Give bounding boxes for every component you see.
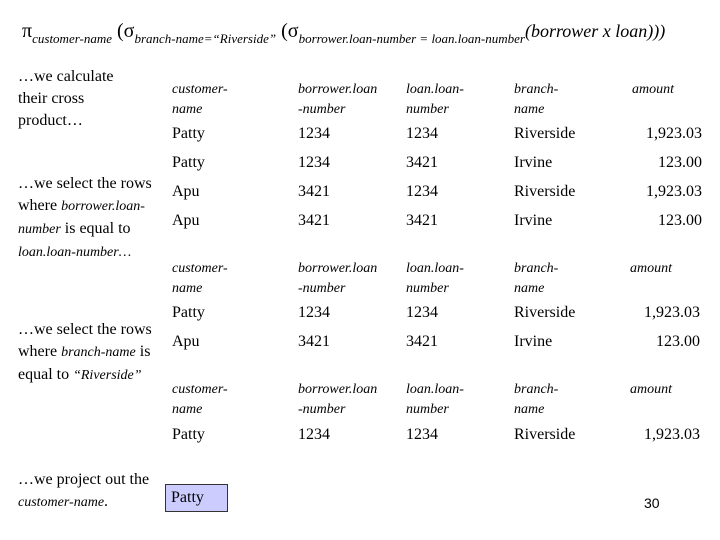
table-cell: 3421 <box>298 183 330 200</box>
table-cell: 1234 <box>406 426 438 443</box>
table-cell: 3421 <box>406 154 438 171</box>
note-line: …we calculate <box>18 68 114 85</box>
sigma-outer-subscript: branch-name=“Riverside” <box>134 31 277 46</box>
table-cell: Patty <box>172 304 205 321</box>
header-amount: amount <box>630 382 672 397</box>
table-cell: 3421 <box>406 212 438 229</box>
table-cell: 1234 <box>298 304 330 321</box>
table-cell: Riverside <box>514 304 576 321</box>
header-amount: amount <box>630 261 672 276</box>
note-italic: customer-name <box>18 495 105 510</box>
table-cell: 1234 <box>406 125 438 142</box>
table-cell: 3421 <box>298 212 330 229</box>
table-cell: Irvine <box>514 333 553 350</box>
note-text: is equal to <box>18 343 151 383</box>
table-cell: Patty <box>172 125 205 142</box>
header-customer-name: customer-name <box>172 82 228 117</box>
note-line: product… <box>18 112 83 129</box>
table-cell: Irvine <box>514 212 553 229</box>
table-cell: Apu <box>172 183 200 200</box>
table-cell: Patty <box>172 154 205 171</box>
header-branch-name: branch-name <box>514 82 559 117</box>
table-cell: 1234 <box>298 125 330 142</box>
table-cell: 3421 <box>298 333 330 350</box>
table-cell: 1234 <box>298 154 330 171</box>
projection-result-value: Patty <box>171 489 204 506</box>
table-cell: 1,923.03 <box>644 426 700 443</box>
table-cell: Apu <box>172 212 200 229</box>
note-select-branch <box>18 319 158 387</box>
header-borrower-loan-number: borrower.loan -number <box>298 261 378 296</box>
note-italic: branch-name <box>61 345 136 360</box>
note-italic: loan.loan-number… <box>18 245 132 260</box>
note-text: …we project out the <box>18 471 150 488</box>
header-branch-name: branch-name <box>514 261 559 296</box>
note-cross-product <box>18 66 158 132</box>
table-cell: 1234 <box>406 304 438 321</box>
header-branch-name: branch-name <box>514 382 559 417</box>
header-loan-loan-number: loan.loan- number <box>406 82 464 117</box>
table-cell: Riverside <box>514 125 576 142</box>
note-text: is equal to <box>60 220 131 237</box>
note-italic: borrower.loan-number <box>18 199 145 237</box>
sigma-symbol-outer: (σ <box>112 20 135 42</box>
header-customer-name: customer-name <box>172 382 228 417</box>
note-select-loan-number <box>18 173 158 264</box>
note-italic: “Riverside” <box>73 368 142 383</box>
table-cell: 123.00 <box>656 333 700 350</box>
table-cell: Riverside <box>514 183 576 200</box>
table-cell: 123.00 <box>658 154 702 171</box>
pi-subscript: customer-name <box>32 31 112 46</box>
header-borrower-loan-number: borrower.loan -number <box>298 382 378 417</box>
header-loan-loan-number: loan.loan- number <box>406 261 464 296</box>
table-cell: 123.00 <box>658 212 702 229</box>
table-cell: 1,923.03 <box>646 183 702 200</box>
header-loan-loan-number: loan.loan- number <box>406 382 464 417</box>
note-text: …we select the rows where <box>18 175 152 214</box>
note-text: …we select the rows where <box>18 321 152 360</box>
header-borrower-loan-number: borrower.loan -number <box>298 82 378 117</box>
relational-algebra-expression <box>22 18 665 52</box>
table-cell: 1234 <box>406 183 438 200</box>
note-line: their cross <box>18 90 85 107</box>
slide-number: 30 <box>644 495 660 511</box>
table-cell: Riverside <box>514 426 576 443</box>
table-cell: Irvine <box>514 154 553 171</box>
note-project <box>18 469 158 514</box>
table-cell: Patty <box>172 426 205 443</box>
table-cell: 1,923.03 <box>646 125 702 142</box>
sigma-inner-subscript: borrower.loan-number = loan.loan-number <box>298 31 525 46</box>
table-cell: 1,923.03 <box>644 304 700 321</box>
table-cell: 1234 <box>298 426 330 443</box>
table-cell: Apu <box>172 333 200 350</box>
note-text: . <box>104 493 109 510</box>
table-cell: 3421 <box>406 333 438 350</box>
cross-product-expression: (borrower x loan))) <box>524 21 666 41</box>
sigma-symbol-inner: (σ <box>276 20 299 42</box>
header-customer-name: customer-name <box>172 261 228 296</box>
header-amount: amount <box>632 82 674 97</box>
pi-symbol: π <box>22 20 33 42</box>
